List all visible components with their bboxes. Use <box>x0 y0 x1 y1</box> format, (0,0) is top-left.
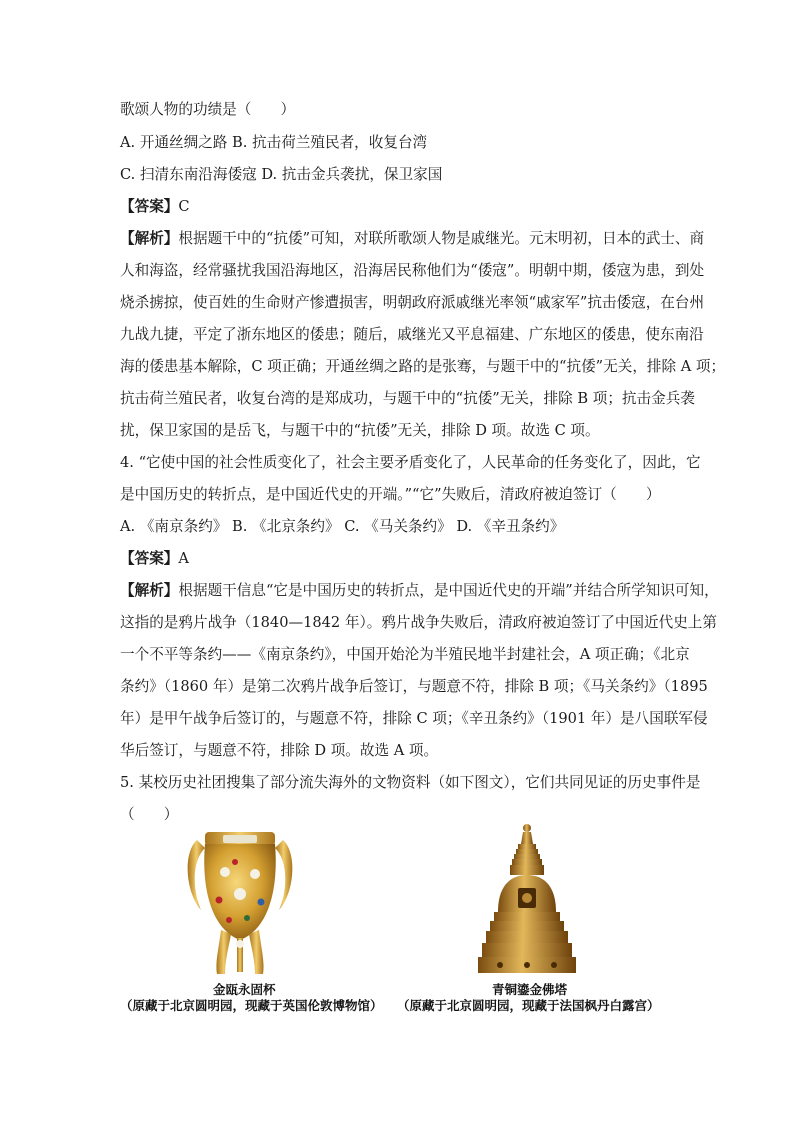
figure-right-note: （原藏于北京圆明园，现藏于法国枫丹白露宫） <box>397 998 660 1013</box>
q4-analysis-line: 这指的是鸦片战争（1840—1842 年）。鸦片战争失败后，清政府被迫签订了中国近代史上第 <box>120 614 717 631</box>
q3-analysis-line: 【解析】根据题干中的“抗倭”可知，对联所歌颂人物是戚继光。元末明初，日本的武士、商 <box>120 230 705 247</box>
q5-stem-line: 5. 某校历史社团搜集了部分流失海外的文物资料（如下图文），它们共同见证的历史事件是 <box>120 774 701 791</box>
q3-analysis-line: 抗击荷兰殖民者，收复台湾的是郑成功，与题干中的“抗倭”无关，排除 B 项；抗击金兵袭 <box>120 390 695 407</box>
answer-value: A <box>178 550 189 567</box>
q3-analysis-line: 扰，保卫家国的是岳飞，与题干中的“抗倭”无关，排除 D 项。故选 C 项。 <box>120 422 600 439</box>
answer-value: C <box>178 198 190 215</box>
q3-stem-tail: 歌颂人物的功绩是（ ） <box>120 101 296 118</box>
q4-answer <box>120 549 680 569</box>
q3-options-cd: C. 扫清东南沿海倭寇 D. 抗击金兵袭扰，保卫家国 <box>120 166 443 183</box>
q4-analysis-line: 【解析】根据题干信息“它是中国历史的转折点，是中国近代史的开端”并结合所学知识可知， <box>120 582 719 599</box>
figure-right-title: 青铜鎏金佛塔 <box>492 982 568 997</box>
q3-analysis-line: 九战九捷，平定了浙东地区的倭患；随后，戚继光又平息福建、广东地区的倭患，使东南沿 <box>120 326 704 343</box>
q4-options: A. 《南京条约》 B. 《北京条约》 C. 《马关条约》 D. 《辛丑条约》 <box>120 518 565 535</box>
q4-stem-line: 是中国历史的转折点，是中国近代史的开端。”“它”失败后，清政府被迫签订（ ） <box>120 486 661 503</box>
q3-answer <box>120 197 680 217</box>
q3-analysis-line: 烧杀掳掠，使百姓的生命财产惨遭损害，明朝政府派戚继光率领“戚家军”抗击倭寇，在台州 <box>120 294 705 311</box>
q3-analysis-line: 人和海盗，经常骚扰我国沿海地区，沿海居民称他们为“倭寇”。明朝中期，倭寇为患，到处 <box>120 262 705 279</box>
q5-stem-line: （ ） <box>120 806 179 823</box>
q4-analysis-line: 年）是甲午战争后签订的，与题意不符，排除 C 项；《辛丑条约》（1901 年）是八国联军侵 <box>120 710 708 727</box>
analysis-label: 【解析】 <box>120 230 179 247</box>
q4-analysis-line: 条约》（1860 年）是第二次鸦片战争后签订，与题意不符，排除 B 项；《马关条约》（1895 <box>120 678 708 695</box>
golden-cup-image <box>175 822 305 982</box>
q3-options-ab: A. 开通丝绸之路 B. 抗击荷兰殖民者，收复台湾 <box>120 134 428 151</box>
answer-label: 【答案】 <box>120 550 179 567</box>
q3-analysis-line: 海的倭患基本解除，C 项正确；开通丝绸之路的是张骞，与题干中的“抗倭”无关，排除 A 项； <box>120 358 726 375</box>
analysis-label: 【解析】 <box>120 582 179 599</box>
q4-stem-line: 4. “它使中国的社会性质变化了，社会主要矛盾变化了，人民革命的任务变化了，因此，它 <box>120 454 701 471</box>
answer-label: 【答案】 <box>120 198 179 215</box>
bronze-pagoda-image <box>470 822 585 977</box>
figure-left-title: 金瓯永固杯 <box>213 982 276 997</box>
q4-analysis-line: 华后签订，与题意不符，排除 D 项。故选 A 项。 <box>120 742 439 759</box>
figure-left-note: （原藏于北京圆明园，现藏于英国伦敦博物馆） <box>120 998 383 1013</box>
q4-analysis-line: 一个不平等条约——《南京条约》，中国开始沦为半殖民地半封建社会，A 项正确；《北京 <box>120 646 690 663</box>
